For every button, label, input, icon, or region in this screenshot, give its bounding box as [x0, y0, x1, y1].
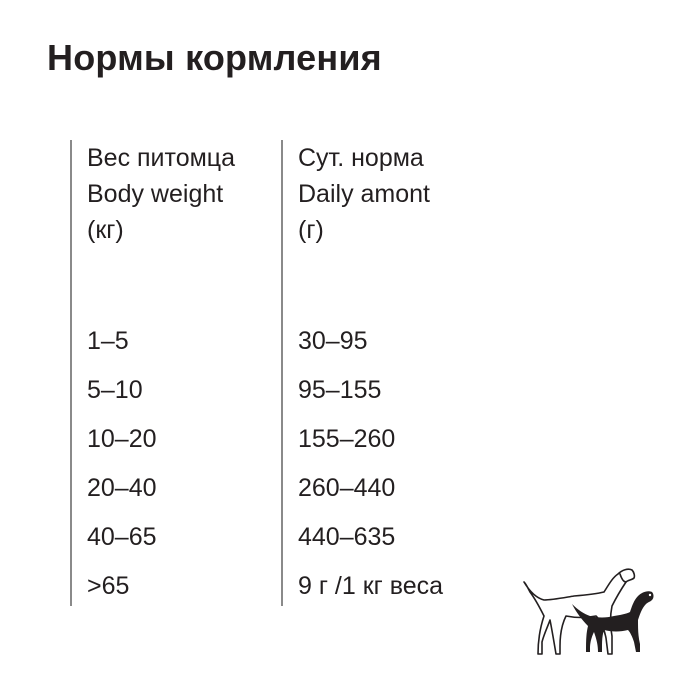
weight-header-unit: (кг)	[87, 216, 124, 244]
amount-header-unit: (г)	[298, 216, 324, 244]
amount-header-en: Daily amont	[298, 180, 430, 208]
dogs-icon	[520, 562, 660, 662]
amount-cell: 30–95	[298, 327, 368, 355]
amount-cell: 440–635	[298, 523, 396, 551]
weight-cell: 5–10	[87, 376, 143, 404]
weight-header-ru: Вес питомца	[87, 144, 236, 172]
amount-cell: 95–155	[298, 376, 382, 404]
weight-column	[87, 140, 236, 600]
table-column-divider	[281, 140, 283, 606]
amount-header-ru: Сут. норма	[298, 144, 424, 172]
weight-header-en: Body weight	[87, 180, 224, 208]
weight-cell: 10–20	[87, 425, 157, 453]
amount-cell: 155–260	[298, 425, 396, 453]
weight-cell: >65	[87, 572, 130, 600]
amount-column	[298, 140, 444, 600]
amount-values	[298, 323, 443, 617]
weight-values	[87, 323, 157, 617]
weight-cell: 1–5	[87, 327, 129, 355]
page-title: Нормы кормления	[47, 37, 382, 78]
table-left-divider	[70, 140, 72, 606]
weight-cell: 40–65	[87, 523, 157, 551]
amount-cell: 9 г /1 кг веса	[298, 572, 444, 600]
weight-cell: 20–40	[87, 474, 157, 502]
amount-cell: 260–440	[298, 474, 396, 502]
